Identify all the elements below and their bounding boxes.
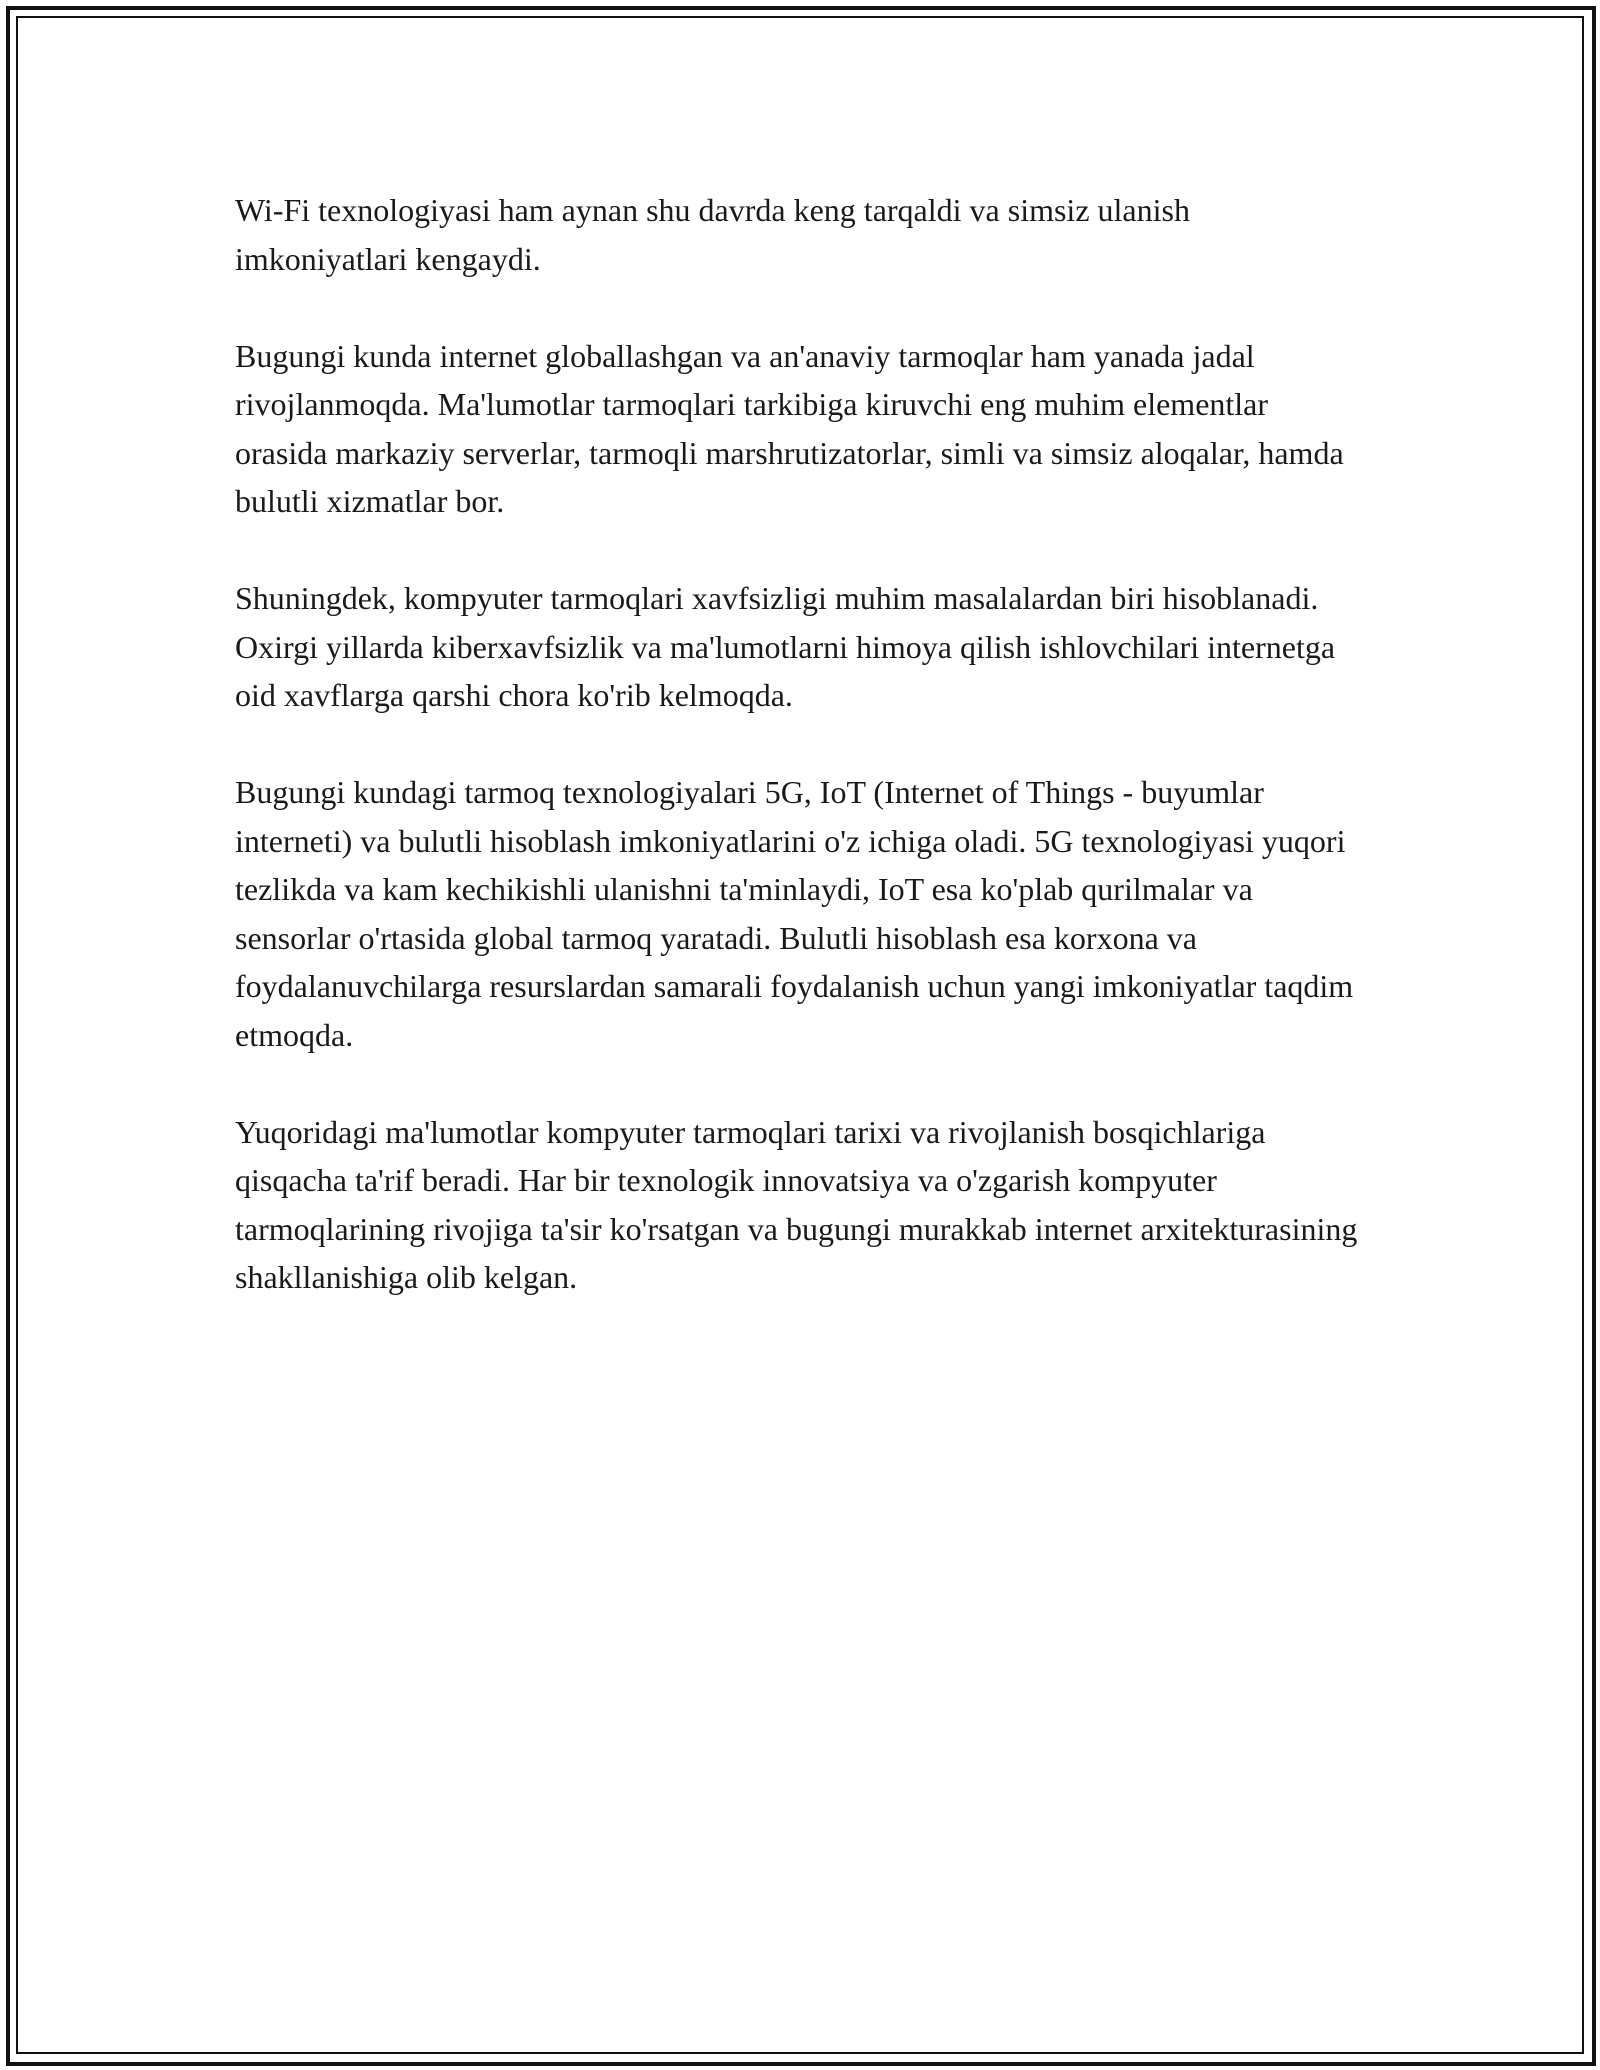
paragraph-modern-tech: Bugungi kundagi tarmoq texnologiyalari 5G, IoT (Internet of Things - buyumlar interneti) va bulutli hisoblash imkoniyatlarini o'z ichiga oladi. 5G texnologiyasi yuqori tezlikda va kam kechikishli ulanishni ta'minlaydi, IoT esa ko'plab qurilmalar va sensorlar o'rtasida global tarmoq yaratadi. Bulutli hisoblash esa korxona va foydalanuvchilarga resurslardan samarali foydalanish uchun yangi imkoniyatlar taqdim etmoqda. bbox=[235, 774, 1354, 1053]
paragraph-summary: Yuqoridagi ma'lumotlar kompyuter tarmoqlari tarixi va rivojlanish bosqichlariga qisqacha ta'rif beradi. Har bir texnologik innovatsiya va o'zgarish kompyuter tarmoqlarining rivojiga ta'sir ko'rsatgan va bugungi murakkab internet arxitekturasining shakllanishiga olib kelgan. bbox=[235, 1113, 1358, 1295]
paragraph-internet-global: Bugungi kunda internet globallashgan va an'anaviy tarmoqlar ham yanada jadal rivojlanmoqda. Ma'lumotlar tarmoqlari tarkibiga kiruvchi eng muhim elementlar orasida markaziy serverlar, tarmoqli marshrutizatorlar, simli va simsiz aloqalar, hamda bulutli xizmatlar bor. bbox=[235, 337, 1344, 519]
paragraph-security: Shuningdek, kompyuter tarmoqlari xavfsizligi muhim masalalardan biri hisoblanadi. Oxirgi yillarda kiberxavfsizlik va ma'lumotlarni himoya qilish ishlovchilari internetga oid xavflarga qarshi chora ko'rib kelmoqda. bbox=[235, 580, 1336, 713]
paragraph-wifi: Wi-Fi texnologiyasi ham aynan shu davrda keng tarqaldi va simsiz ulanish imkoniyatlari kengaydi. bbox=[235, 192, 1190, 277]
document-body bbox=[235, 186, 1365, 1350]
